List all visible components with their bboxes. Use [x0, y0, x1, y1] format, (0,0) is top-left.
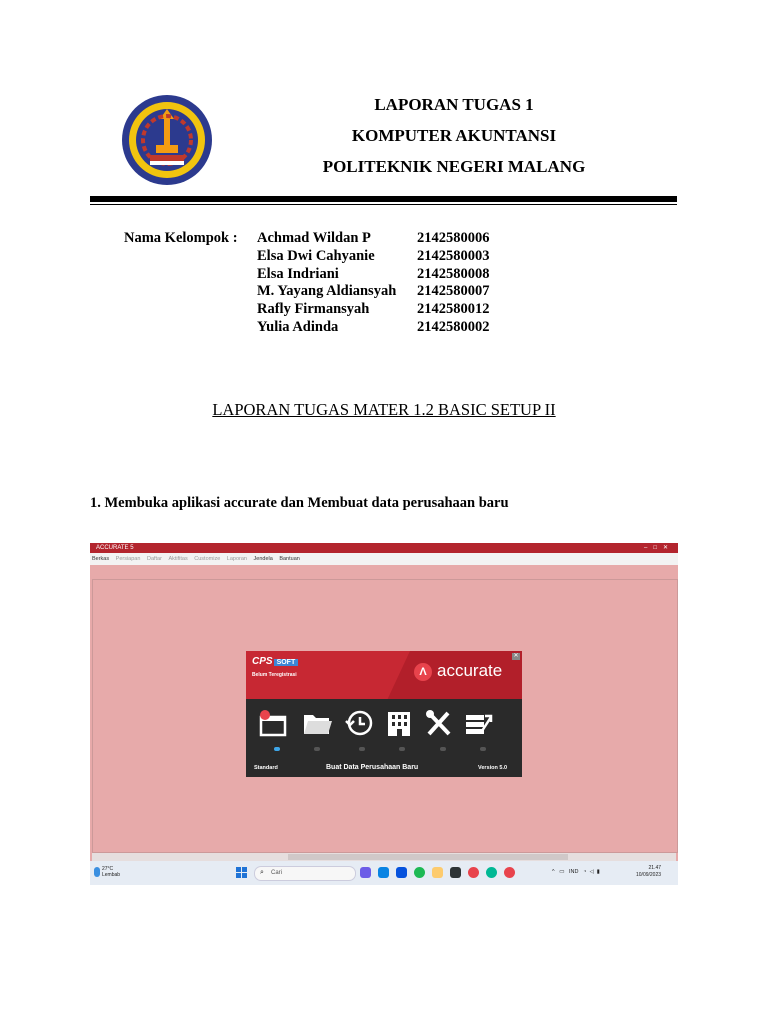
- dot[interactable]: [440, 747, 446, 751]
- member-nim: 2142580007: [417, 283, 490, 300]
- export-icon[interactable]: [464, 709, 494, 737]
- menu-persiapan[interactable]: Persiapan: [115, 556, 141, 562]
- windows-start-icon[interactable]: [236, 867, 247, 878]
- course-title: KOMPUTER AKUNTANSI: [351, 126, 557, 145]
- building-icon[interactable]: [384, 709, 414, 737]
- report-title: LAPORAN TUGAS 1: [374, 95, 534, 114]
- wifi-icon[interactable]: ◔: [583, 869, 587, 875]
- open-folder-icon[interactable]: [302, 709, 332, 737]
- dot[interactable]: [399, 747, 405, 751]
- member-name: M. Yayang Aldiansyah: [257, 283, 397, 300]
- dot[interactable]: [314, 747, 320, 751]
- section-title: LAPORAN TUGAS MATER 1.2 BASIC SETUP II: [212, 400, 556, 419]
- windows-taskbar: [90, 861, 678, 885]
- new-database-icon[interactable]: [258, 709, 288, 737]
- group-label: Nama Kelompok :: [124, 230, 238, 246]
- member-name: Elsa Indriani: [257, 265, 339, 282]
- file-explorer-icon[interactable]: [432, 867, 443, 878]
- chevron-up-icon[interactable]: ^: [552, 869, 555, 875]
- weather-widget[interactable]: [102, 866, 120, 878]
- member-nim: 2142580012: [417, 301, 490, 318]
- clock-time: 21.47: [648, 865, 662, 871]
- member-name: Elsa Dwi Cahyanie: [257, 247, 375, 264]
- taskbar-search[interactable]: [254, 866, 356, 881]
- accurate-taskbar-icon[interactable]: [468, 867, 479, 878]
- widgets-icon[interactable]: [378, 867, 389, 878]
- scrollbar-thumb[interactable]: [288, 854, 568, 860]
- header-divider-thin: [90, 204, 677, 205]
- accurate-brand: accurate: [437, 661, 503, 680]
- member-nim: 2142580003: [417, 247, 490, 264]
- action-label: Buat Data Perusahaan Baru: [326, 764, 419, 771]
- weather-status: Lembab: [102, 872, 121, 878]
- app-window-title: ACCURATE 5: [96, 545, 134, 551]
- member-name: Yulia Adinda: [257, 318, 339, 335]
- registration-status: Belum Teregistrasi: [252, 672, 297, 678]
- app-menubar: [90, 553, 678, 565]
- battery-icon[interactable]: ▮: [596, 869, 600, 875]
- menu-daftar[interactable]: Daftar: [146, 556, 162, 562]
- member-nim: 2142580008: [417, 265, 490, 282]
- dot[interactable]: [359, 747, 365, 751]
- soft-badge: SOFT: [274, 659, 299, 666]
- splash-banner: [246, 651, 522, 699]
- member-nim: 2142580006: [417, 230, 490, 246]
- accurate-splash-dialog: [246, 651, 522, 777]
- close-icon[interactable]: ✕: [513, 653, 519, 659]
- step-1-heading: 1. Membuka aplikasi accurate dan Membuat data perusahaan baru: [90, 495, 509, 511]
- edition-label: Standard: [254, 765, 278, 771]
- system-tray[interactable]: [552, 869, 600, 875]
- dot-active[interactable]: [274, 747, 280, 751]
- app-titlebar: [90, 543, 678, 553]
- taskbar-clock[interactable]: [636, 865, 661, 879]
- mail-icon[interactable]: [396, 867, 407, 878]
- window-controls[interactable]: –□✕: [644, 545, 674, 551]
- menu-customize[interactable]: Customize: [194, 556, 221, 562]
- menu-berkas[interactable]: Berkas: [92, 556, 110, 562]
- member-nim: 2142580002: [417, 318, 490, 335]
- cps-text: CPS: [252, 656, 273, 667]
- institution-name: POLITEKNIK NEGERI MALANG: [322, 157, 586, 176]
- header-divider: [90, 196, 677, 202]
- tools-icon[interactable]: [424, 709, 454, 737]
- store-icon[interactable]: [450, 867, 461, 878]
- menu-laporan[interactable]: Laporan: [226, 556, 247, 562]
- edge-icon[interactable]: [486, 867, 497, 878]
- group-members-table: [124, 230, 490, 337]
- menu-aktifitas[interactable]: Aktifitas: [168, 556, 188, 562]
- language-indicator[interactable]: IND: [568, 869, 579, 875]
- horizontal-scrollbar[interactable]: [92, 853, 676, 861]
- temperature: 27°C: [102, 866, 114, 872]
- volume-icon[interactable]: ◁: [589, 869, 594, 875]
- accurate-logo-icon: Λ: [414, 663, 432, 681]
- weather-icon: [94, 867, 100, 877]
- history-icon[interactable]: [344, 709, 374, 737]
- menu-jendela[interactable]: Jendela: [253, 556, 273, 562]
- accurate-screenshot: [90, 543, 678, 885]
- chat-app-icon[interactable]: [360, 867, 371, 878]
- search-placeholder: Cari: [271, 870, 283, 876]
- splash-icons: [258, 709, 510, 739]
- dot[interactable]: [480, 747, 486, 751]
- spotify-icon[interactable]: [414, 867, 425, 878]
- member-name: Rafly Firmansyah: [257, 301, 370, 318]
- cps-logo: [252, 656, 298, 667]
- institution-logo: [120, 93, 214, 187]
- accurate-taskbar-icon-2[interactable]: [504, 867, 515, 878]
- search-icon: ⌕: [260, 869, 264, 876]
- version-label: Version 5.0: [478, 765, 508, 771]
- display-icon[interactable]: ▭: [559, 869, 565, 875]
- member-name: Achmad Wildan P: [257, 230, 371, 246]
- menu-bantuan[interactable]: Bantuan: [279, 556, 300, 562]
- clock-date: 10/09/2023: [636, 872, 662, 878]
